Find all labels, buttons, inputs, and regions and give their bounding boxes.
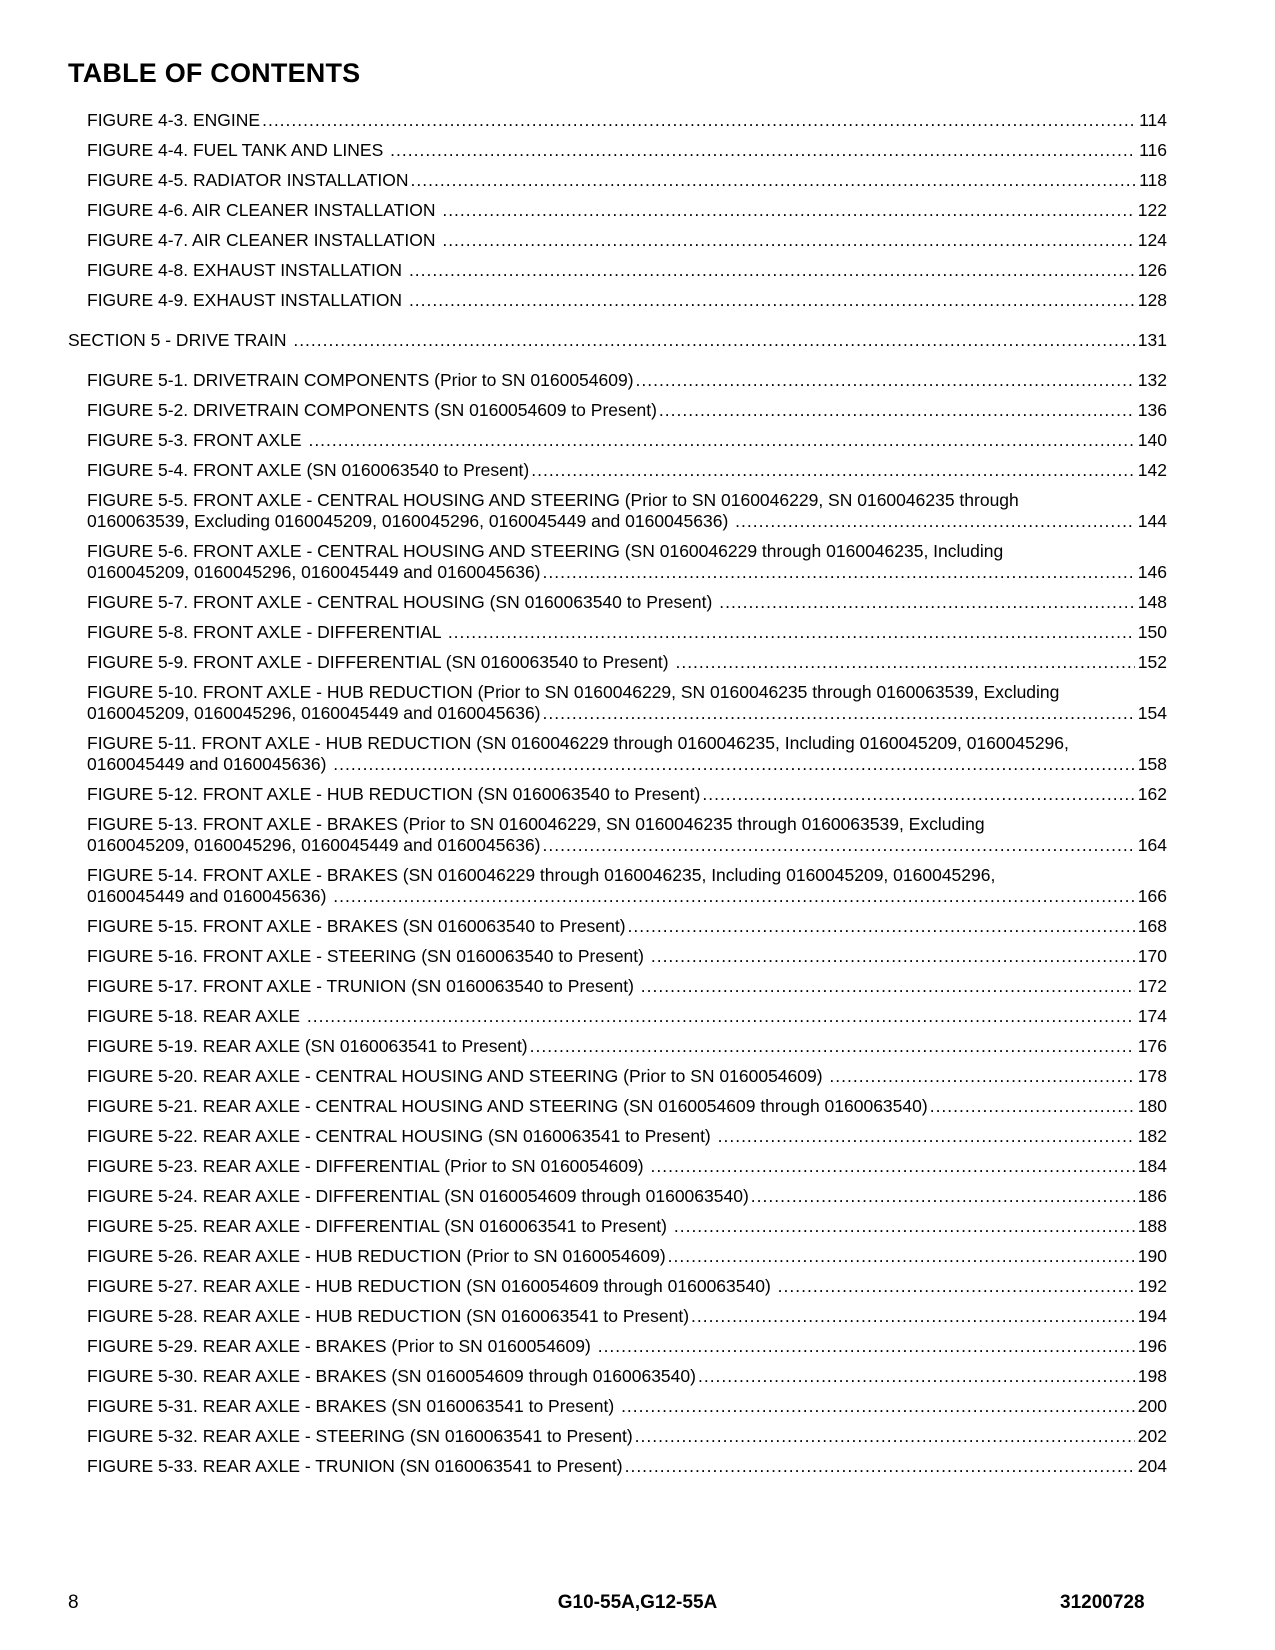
page-title: TABLE OF CONTENTS xyxy=(68,58,361,88)
toc-figure-entry[interactable] xyxy=(68,733,1167,775)
toc-entry-text: FIGURE 5-6. FRONT AXLE - CENTRAL HOUSING AND STEERING (SN 0160046229 through 0160046235, Including xyxy=(87,541,1004,561)
toc-section-entry[interactable] xyxy=(68,330,1167,351)
dot-leader xyxy=(641,976,1135,997)
toc-page-number: 122 xyxy=(1137,200,1167,220)
toc-figure-entry[interactable] xyxy=(68,1066,1167,1087)
footer-doc-number: 31200728 xyxy=(1060,1592,1145,1613)
dot-leader xyxy=(751,1186,1135,1207)
toc-entry-text: 0160045209, 0160045296, 0160045449 and 0160045636) xyxy=(87,562,541,582)
toc-page-number: 140 xyxy=(1137,430,1167,450)
toc-entry-text: FIGURE 5-4. FRONT AXLE (SN 0160063540 to Present) xyxy=(87,460,530,480)
dot-leader xyxy=(621,1396,1135,1417)
toc-entry-text: FIGURE 5-28. REAR AXLE - HUB REDUCTION (SN 0160063541 to Present) xyxy=(87,1306,690,1326)
toc-figure-entry[interactable] xyxy=(68,865,1167,907)
toc-page-number: 131 xyxy=(1137,330,1167,350)
toc-figure-entry[interactable] xyxy=(68,260,1167,281)
dot-leader xyxy=(293,330,1134,351)
toc-entry-text: FIGURE 5-1. DRIVETRAIN COMPONENTS (Prior to SN 0160054609) xyxy=(87,370,634,390)
toc-page-number: 118 xyxy=(1139,170,1167,190)
toc-figure-entry[interactable] xyxy=(68,946,1167,967)
toc-figure-entry[interactable] xyxy=(68,430,1167,451)
toc-page-number: 188 xyxy=(1137,1216,1167,1236)
dot-leader xyxy=(333,886,1135,907)
toc-figure-entry[interactable] xyxy=(68,814,1167,856)
toc-page-number: 200 xyxy=(1137,1396,1167,1416)
toc-page-number: 146 xyxy=(1137,562,1167,582)
toc-entry-text: FIGURE 5-24. REAR AXLE - DIFFERENTIAL (SN 0160054609 through 0160063540) xyxy=(87,1186,749,1206)
toc-figure-entry[interactable] xyxy=(68,490,1167,532)
toc-entry-text: FIGURE 5-21. REAR AXLE - CENTRAL HOUSING AND STEERING (SN 0160054609 through 0160063540) xyxy=(87,1096,928,1116)
toc-figure-entry[interactable] xyxy=(68,592,1167,613)
toc-entry-text: FIGURE 5-20. REAR AXLE - CENTRAL HOUSING AND STEERING (Prior to SN 0160054609) xyxy=(87,1066,828,1086)
toc-page-number: 148 xyxy=(1137,592,1167,612)
toc-page-number: 126 xyxy=(1137,260,1167,280)
toc-page-number: 198 xyxy=(1137,1366,1167,1386)
toc-entry-text: FIGURE 5-33. REAR AXLE - TRUNION (SN 0160063541 to Present) xyxy=(87,1456,623,1476)
toc-page-number: 154 xyxy=(1137,703,1167,723)
toc-page-number: 124 xyxy=(1137,230,1167,250)
dot-leader xyxy=(411,170,1137,191)
toc-page-number: 116 xyxy=(1139,140,1167,160)
toc-page-number: 204 xyxy=(1137,1456,1167,1476)
toc-figure-entry[interactable] xyxy=(68,1456,1167,1477)
toc-figure-entry[interactable] xyxy=(68,290,1167,311)
dot-leader xyxy=(829,1066,1134,1087)
toc-page-number: 184 xyxy=(1137,1156,1167,1176)
toc-figure-entry[interactable] xyxy=(68,1336,1167,1357)
toc-entry-text: FIGURE 5-18. REAR AXLE xyxy=(87,1006,305,1026)
dot-leader xyxy=(409,290,1135,311)
dot-leader xyxy=(735,511,1135,532)
toc-figure-entry[interactable] xyxy=(68,140,1167,161)
toc-entry-text: 0160063539, Excluding 0160045209, 0160045296, 0160045449 and 0160045636) xyxy=(87,511,734,531)
toc-figure-entry[interactable] xyxy=(68,1246,1167,1267)
toc-entry-text: FIGURE 4-9. EXHAUST INSTALLATION xyxy=(87,290,407,310)
toc-entry-text: 0160045209, 0160045296, 0160045449 and 0160045636) xyxy=(87,703,541,723)
toc-page-number: 170 xyxy=(1137,946,1167,966)
toc-page-number: 186 xyxy=(1137,1186,1167,1206)
toc-entry-text: SECTION 5 - DRIVE TRAIN xyxy=(68,330,292,350)
dot-leader xyxy=(628,916,1135,937)
toc-page-number: 136 xyxy=(1137,400,1167,420)
toc-page-number: 142 xyxy=(1137,460,1167,480)
footer-page-number: 8 xyxy=(68,1592,79,1613)
dot-leader xyxy=(659,400,1135,421)
toc-entry-text: FIGURE 4-8. EXHAUST INSTALLATION xyxy=(87,260,407,280)
dot-leader xyxy=(530,1036,1135,1057)
toc-figure-entry[interactable] xyxy=(68,976,1167,997)
toc-entry-text: FIGURE 5-16. FRONT AXLE - STEERING (SN 0160063540 to Present) xyxy=(87,946,649,966)
toc-page-number: 150 xyxy=(1137,622,1167,642)
dot-leader xyxy=(598,1336,1135,1357)
toc-figure-entry[interactable] xyxy=(68,170,1167,191)
toc-figure-entry[interactable] xyxy=(68,460,1167,481)
dot-leader xyxy=(442,200,1134,221)
toc-page-number: 144 xyxy=(1137,511,1167,531)
toc-figure-entry[interactable] xyxy=(68,622,1167,643)
toc-figure-entry[interactable] xyxy=(68,1126,1167,1147)
dot-leader xyxy=(531,460,1135,481)
dot-leader xyxy=(778,1276,1135,1297)
toc-entry-text: FIGURE 5-23. REAR AXLE - DIFFERENTIAL (Prior to SN 0160054609) xyxy=(87,1156,649,1176)
toc-entry-text: FIGURE 5-19. REAR AXLE (SN 0160063541 to Present) xyxy=(87,1036,528,1056)
toc-page-number: 172 xyxy=(1137,976,1167,996)
toc-entry-text: FIGURE 5-25. REAR AXLE - DIFFERENTIAL (SN 0160063541 to Present) xyxy=(87,1216,672,1236)
toc-figure-entry[interactable] xyxy=(68,1366,1167,1387)
toc-entry-text: FIGURE 5-13. FRONT AXLE - BRAKES (Prior to SN 0160046229, SN 0160046235 through 0160063539, Excluding xyxy=(87,814,985,834)
dot-leader xyxy=(543,562,1135,583)
dot-leader xyxy=(674,1216,1135,1237)
dot-leader xyxy=(333,754,1135,775)
toc-page-number: 174 xyxy=(1137,1006,1167,1026)
toc-entry-text: 0160045449 and 0160045636) xyxy=(87,754,332,774)
toc-entry-text: FIGURE 5-30. REAR AXLE - BRAKES (SN 0160054609 through 0160063540) xyxy=(87,1366,696,1386)
toc-figure-entry[interactable] xyxy=(68,1036,1167,1057)
toc-figure-entry[interactable] xyxy=(68,1396,1167,1417)
toc-figure-entry[interactable] xyxy=(68,916,1167,937)
dot-leader xyxy=(543,835,1135,856)
toc-figure-entry[interactable] xyxy=(68,1216,1167,1237)
toc-page-number: 152 xyxy=(1137,652,1167,672)
dot-leader xyxy=(675,652,1134,673)
toc-entry-text: FIGURE 5-12. FRONT AXLE - HUB REDUCTION (SN 0160063540 to Present) xyxy=(87,784,701,804)
dot-leader xyxy=(262,110,1136,131)
toc-page-number: 176 xyxy=(1137,1036,1167,1056)
toc-figure-entry[interactable] xyxy=(68,652,1167,673)
toc-page-number: 166 xyxy=(1137,886,1167,906)
dot-leader xyxy=(698,1366,1135,1387)
toc-entry-text: FIGURE 5-31. REAR AXLE - BRAKES (SN 0160063541 to Present) xyxy=(87,1396,620,1416)
dot-leader xyxy=(308,430,1134,451)
toc-figure-entry[interactable] xyxy=(68,1096,1167,1117)
toc-page-number: 114 xyxy=(1139,110,1167,130)
toc-page-number: 162 xyxy=(1137,784,1167,804)
toc-entry-text: FIGURE 4-5. RADIATOR INSTALLATION xyxy=(87,170,409,190)
toc-entry-text: FIGURE 5-14. FRONT AXLE - BRAKES (SN 0160046229 through 0160046235, Including 0160045209, 0160045296, xyxy=(87,865,996,885)
dot-leader xyxy=(651,1156,1135,1177)
toc-figure-entry[interactable] xyxy=(68,1306,1167,1327)
dot-leader xyxy=(442,230,1134,251)
toc-page-number: 182 xyxy=(1137,1126,1167,1146)
toc-page-number: 190 xyxy=(1137,1246,1167,1266)
dot-leader xyxy=(409,260,1135,281)
toc-page-number: 180 xyxy=(1137,1096,1167,1116)
toc-entry-text: FIGURE 5-11. FRONT AXLE - HUB REDUCTION (SN 0160046229 through 0160046235, Including 0160045209, 0160045296, xyxy=(87,733,1069,753)
dot-leader xyxy=(307,1006,1135,1027)
toc-figure-entry[interactable] xyxy=(68,110,1167,131)
dot-leader xyxy=(668,1246,1135,1267)
toc-entry-text: 0160045449 and 0160045636) xyxy=(87,886,332,906)
dot-leader xyxy=(651,946,1135,967)
toc-page-number: 192 xyxy=(1137,1276,1167,1296)
dot-leader xyxy=(625,1456,1135,1477)
toc-entry-text: FIGURE 5-26. REAR AXLE - HUB REDUCTION (Prior to SN 0160054609) xyxy=(87,1246,666,1266)
dot-leader xyxy=(390,140,1136,161)
toc-page-number: 164 xyxy=(1137,835,1167,855)
toc-entry-text: FIGURE 5-15. FRONT AXLE - BRAKES (SN 0160063540 to Present) xyxy=(87,916,626,936)
toc-entry-text: FIGURE 4-4. FUEL TANK AND LINES xyxy=(87,140,389,160)
dot-leader xyxy=(691,1306,1135,1327)
dot-leader xyxy=(719,592,1135,613)
toc-entry-text: FIGURE 5-22. REAR AXLE - CENTRAL HOUSING (SN 0160063541 to Present) xyxy=(87,1126,716,1146)
toc-page-number: 196 xyxy=(1137,1336,1167,1356)
toc-entry-text: FIGURE 5-27. REAR AXLE - HUB REDUCTION (SN 0160054609 through 0160063540) xyxy=(87,1276,776,1296)
toc-entry-text: FIGURE 5-17. FRONT AXLE - TRUNION (SN 0160063540 to Present) xyxy=(87,976,639,996)
toc-entry-text: FIGURE 5-10. FRONT AXLE - HUB REDUCTION (Prior to SN 0160046229, SN 0160046235 through 0160063539, Excluding xyxy=(87,682,1060,702)
toc-figure-entry[interactable] xyxy=(68,230,1167,251)
toc-list xyxy=(68,110,1167,1477)
toc-figure-entry[interactable] xyxy=(68,200,1167,221)
dot-leader xyxy=(702,784,1134,805)
toc-page-number: 178 xyxy=(1137,1066,1167,1086)
dot-leader xyxy=(448,622,1135,643)
toc-page-number: 194 xyxy=(1137,1306,1167,1326)
toc-page-number: 168 xyxy=(1137,916,1167,936)
toc-figure-entry[interactable] xyxy=(68,682,1167,724)
toc-entry-text: FIGURE 5-32. REAR AXLE - STEERING (SN 0160063541 to Present) xyxy=(87,1426,633,1446)
toc-page-number: 128 xyxy=(1137,290,1167,310)
toc-entry-text: 0160045209, 0160045296, 0160045449 and 0160045636) xyxy=(87,835,541,855)
toc-entry-text: FIGURE 5-7. FRONT AXLE - CENTRAL HOUSING (SN 0160063540 to Present) xyxy=(87,592,718,612)
dot-leader xyxy=(930,1096,1135,1117)
footer-model: G10-55A,G12-55A xyxy=(557,1592,718,1613)
toc-page-number: 132 xyxy=(1137,370,1167,390)
toc-figure-entry[interactable] xyxy=(68,1276,1167,1297)
toc-entry-text: FIGURE 4-7. AIR CLEANER INSTALLATION xyxy=(87,230,441,250)
dot-leader xyxy=(636,370,1135,391)
toc-page-number: 158 xyxy=(1137,754,1167,774)
toc-entry-text: FIGURE 4-3. ENGINE xyxy=(87,110,261,130)
toc-figure-entry[interactable] xyxy=(68,541,1167,583)
toc-entry-text: FIGURE 5-3. FRONT AXLE xyxy=(87,430,307,450)
toc-entry-text: FIGURE 4-6. AIR CLEANER INSTALLATION xyxy=(87,200,441,220)
toc-entry-text: FIGURE 5-2. DRIVETRAIN COMPONENTS (SN 0160054609 to Present) xyxy=(87,400,657,420)
toc-figure-entry[interactable] xyxy=(68,784,1167,805)
toc-entry-text: FIGURE 5-9. FRONT AXLE - DIFFERENTIAL (SN 0160063540 to Present) xyxy=(87,652,674,672)
dot-leader xyxy=(718,1126,1135,1147)
toc-figure-entry[interactable] xyxy=(68,1186,1167,1207)
toc-entry-text: FIGURE 5-5. FRONT AXLE - CENTRAL HOUSING AND STEERING (Prior to SN 0160046229, SN 0160046235 through xyxy=(87,490,1019,510)
toc-entry-text: FIGURE 5-8. FRONT AXLE - DIFFERENTIAL xyxy=(87,622,446,642)
toc-figure-entry[interactable] xyxy=(68,1426,1167,1447)
dot-leader xyxy=(635,1426,1135,1447)
dot-leader xyxy=(543,703,1135,724)
toc-figure-entry[interactable] xyxy=(68,370,1167,391)
toc-figure-entry[interactable] xyxy=(68,1006,1167,1027)
toc-figure-entry[interactable] xyxy=(68,1156,1167,1177)
toc-entry-text: FIGURE 5-29. REAR AXLE - BRAKES (Prior to SN 0160054609) xyxy=(87,1336,596,1356)
toc-figure-entry[interactable] xyxy=(68,400,1167,421)
toc-page-number: 202 xyxy=(1137,1426,1167,1446)
